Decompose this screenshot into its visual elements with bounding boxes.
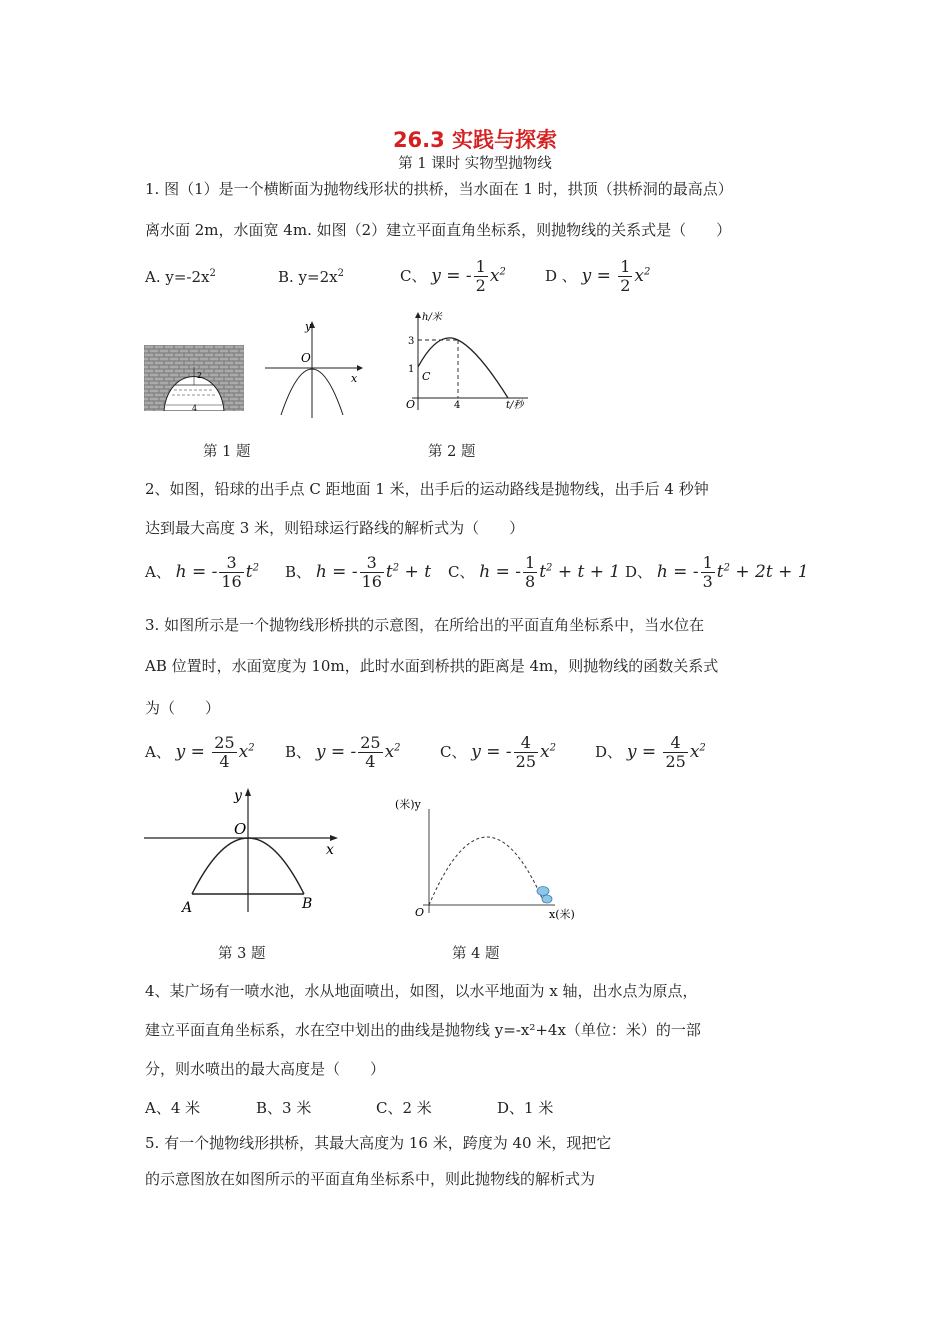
q2-option-c[interactable]: C、 h = - $\frac{1}{8}$ $t^2 + t + 1$ <box>448 553 621 591</box>
q3-line1: 3. 如图所示是一个抛物线形桥拱的示意图，在所给出的平面直角坐标系中，当水位在 <box>145 616 705 634</box>
q1-line1: 1. 图（1）是一个横断面为抛物线形状的拱桥，当水面在 1 时，拱顶（拱桥洞的最高点） <box>145 180 733 198</box>
figure-2-caption: 第 2 题 <box>428 444 476 460</box>
fig1-y-label: y <box>305 320 312 333</box>
fig3-x-label: x <box>326 842 334 858</box>
q1-option-d[interactable]: D 、 y = $\frac{1}{2}$ $x^2$ <box>545 257 651 295</box>
q1-option-b[interactable]: B. $y=2x^2$ <box>278 268 344 286</box>
q3-option-c[interactable]: C、 y = - $\frac{4}{25}$ $x^2$ <box>440 733 556 771</box>
fig2-tick-1: 1 <box>408 364 415 375</box>
q3-line2: AB 位置时，水面宽度为 10m，此时水面到桥拱的距离是 4m，则抛物线的函数关系式 <box>145 657 719 675</box>
fig3-y-label: y <box>234 788 242 804</box>
fig2-tick-4: 4 <box>454 400 461 411</box>
q1-line2: 离水面 2m，水面宽 4m. 如图（2）建立平面直角坐标系，则抛物线的关系式是（ ） <box>145 221 732 239</box>
q5-line2: 的示意图放在如图所示的平面直角坐标系中，则此抛物线的解析式为 <box>145 1170 596 1188</box>
bridge-arch-figure <box>144 784 344 914</box>
bridge-width-label: 4 <box>192 404 198 411</box>
q2-option-d[interactable]: D、 h = - $\frac{1}{3}$ $t^2 + 2t + 1$ <box>625 553 809 591</box>
q2-option-b[interactable]: B、 h = - $\frac{3}{16}$ $t^2 + t$ <box>285 553 432 591</box>
q3-option-d[interactable]: D、 y = $\frac{4}{25}$ $x^2$ <box>595 733 706 771</box>
page-title: 26.3 实践与探索 <box>392 128 558 152</box>
q4-line3: 分，则水喷出的最大高度是（ ） <box>145 1060 386 1078</box>
q2-option-a[interactable]: A、 h = - $\frac{3}{16}$ $t^2$ <box>145 553 259 591</box>
q4-option-c[interactable]: C、2 米 <box>376 1099 432 1117</box>
figure-1-caption: 第 1 题 <box>203 444 251 460</box>
q2-line2: 达到最大高度 3 米，则铅球运行路线的解析式为（ ） <box>145 519 525 537</box>
bridge-height-label: 2 <box>197 371 203 380</box>
fig2-y-label: h/米 <box>422 312 442 323</box>
q4-option-b[interactable]: B、3 米 <box>256 1099 312 1117</box>
fig1-origin-label: O <box>301 351 311 365</box>
shot-put-figure <box>392 310 532 415</box>
q3-option-a[interactable]: A、 y = $\frac{25}{4}$ $x^2$ <box>145 733 255 771</box>
page-subtitle: 第 1 课时 实物型抛物线 <box>398 156 552 172</box>
parabola-figure-1 <box>265 318 365 418</box>
fig2-x-label: t/秒 <box>506 400 524 411</box>
fig2-tick-3: 3 <box>408 336 415 347</box>
fig4-origin-label: O <box>415 906 425 919</box>
q2-line1: 2、如图，铅球的出手点 C 距地面 1 米，出手后的运动路线是抛物线，出手后 4 秒钟 <box>145 480 709 498</box>
q5-line1: 5. 有一个抛物线形拱桥，其最大高度为 16 米，跨度为 40 米，现把它 <box>145 1134 612 1152</box>
fig2-origin: O <box>406 398 416 411</box>
fountain-figure <box>395 795 585 925</box>
q4-line1: 4、某广场有一喷水池，水从地面喷出，如图，以水平地面为 x 轴，出水点为原点， <box>145 982 698 1000</box>
figure-3-caption: 第 3 题 <box>218 946 266 962</box>
q3-line3: 为（ ） <box>145 699 221 717</box>
q4-option-a[interactable]: A、4 米 <box>145 1099 201 1117</box>
q1-option-a[interactable]: A. $y=-2x^2$ <box>145 268 216 286</box>
fig4-y-label: (米)y <box>395 798 421 811</box>
fig3-point-a: A <box>182 900 193 914</box>
fig3-point-b: B <box>302 896 313 912</box>
q4-line2: 建立平面直角坐标系，水在空中划出的曲线是抛物线 y=-x²+4x（单位：米）的一部 <box>145 1021 701 1039</box>
bridge-figure <box>144 345 244 411</box>
fig1-x-label: x <box>351 372 358 385</box>
fig3-origin-label: O <box>234 820 247 838</box>
figure-4-caption: 第 4 题 <box>452 946 500 962</box>
q1-option-c[interactable]: C、 y = - $\frac{1}{2}$ $x^2$ <box>400 257 506 295</box>
fig2-point-c: C <box>422 370 431 383</box>
q3-option-b[interactable]: B、 y = - $\frac{25}{4}$ $x^2$ <box>285 733 401 771</box>
fig4-x-label: x(米) <box>549 908 575 921</box>
q4-option-d[interactable]: D、1 米 <box>497 1099 554 1117</box>
